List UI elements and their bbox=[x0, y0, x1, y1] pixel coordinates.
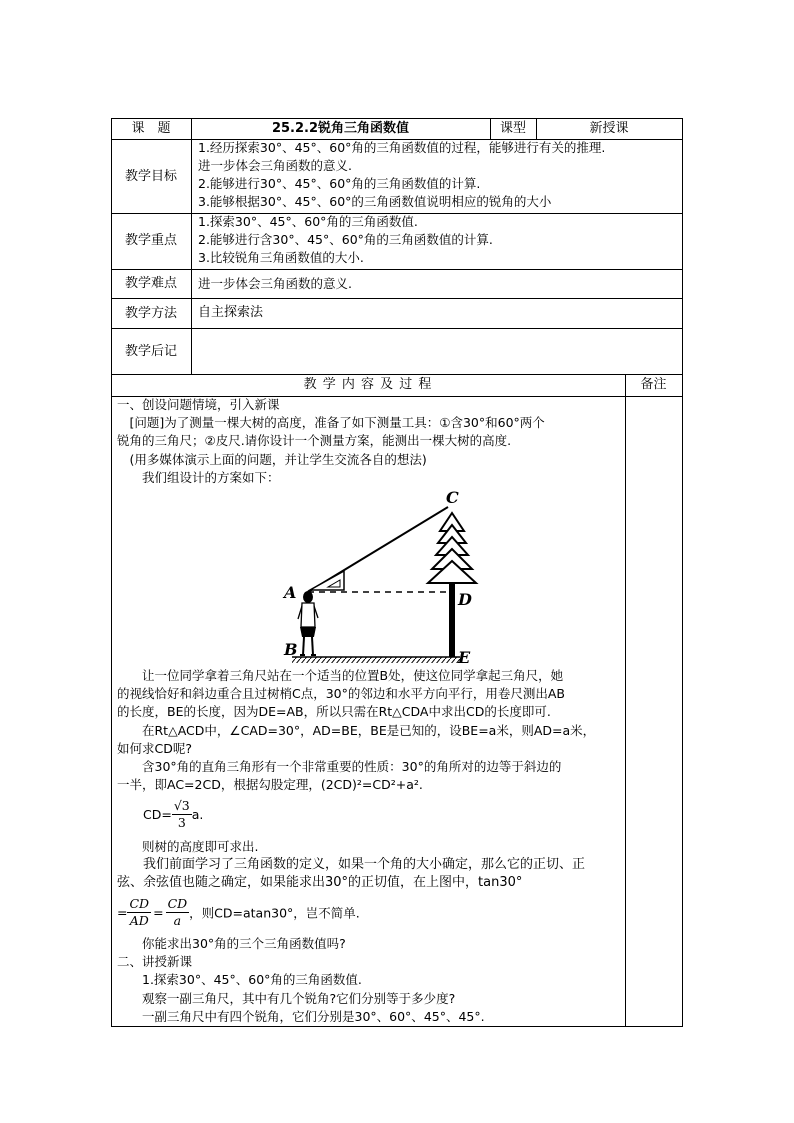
table-left-border bbox=[111, 118, 112, 1026]
topic-value: 25.2.2锐角三角函数值 bbox=[271, 121, 410, 136]
body-line: [问题]为了测量一棵大树的高度，准备了如下测量工具：①含30°和60°两个 bbox=[117, 415, 545, 431]
row-divider bbox=[111, 328, 683, 329]
body-line: 我们组设计的方案如下： bbox=[117, 469, 280, 485]
body-line: 的长度，BE的长度，因为DE=AB，所以只需在Rt△CDA中求出CD的长度即可. bbox=[117, 704, 551, 720]
type-label: 课型 bbox=[499, 121, 526, 136]
key-line: 2.能够进行含30°、45°、60°角的三角函数值的计算. bbox=[198, 232, 493, 247]
body-line: 观察一副三角尺，其中有几个锐角?它们分别等于多少度? bbox=[117, 990, 456, 1006]
cd-numerator: √3 bbox=[173, 798, 190, 813]
row-divider bbox=[111, 374, 683, 375]
tan-suffix: ，则CD=atan30°，岂不简单. bbox=[189, 905, 360, 921]
body-line: 弦、余弦值也随之确定，如果能求出30°的正切值，在上图中，tan30° bbox=[117, 875, 523, 891]
goal-line: 3.能够根据30°、45°、60°的三角函数值说明相应的锐角的大小 bbox=[198, 194, 552, 209]
body-line: 1.探索30°、45°、60°角的三角函数值. bbox=[117, 972, 362, 988]
key-line: 1.探索30°、45°、60°角的三角函数值. bbox=[198, 214, 418, 229]
student-figure bbox=[298, 591, 318, 655]
denominator: AD bbox=[129, 913, 149, 928]
explanation-section bbox=[117, 667, 622, 794]
tangent-section bbox=[117, 838, 622, 893]
topic-label: 课 题 bbox=[131, 121, 171, 136]
body-line: 二、讲授新课 bbox=[117, 954, 193, 970]
cd-prefix: CD= bbox=[143, 807, 172, 822]
table-right-border bbox=[682, 118, 683, 1026]
intro-section bbox=[117, 396, 622, 487]
body-line: 的视线恰好和斜边重合且过树梢C点，30°的邻边和水平方向平行，用卷尺测出AB bbox=[117, 686, 566, 702]
method-text: 自主探索法 bbox=[198, 305, 264, 320]
difficulty-label: 教学难点 bbox=[124, 276, 177, 291]
body-line: 让一位同学拿着三角尺站在一个适当的位置B处，使这位同学拿起三角尺，她 bbox=[117, 668, 564, 683]
note-header: 备注 bbox=[640, 377, 667, 392]
goal-line: 2.能够进行30°、45°、60°角的三角函数值的计算. bbox=[198, 176, 481, 191]
label-C: C bbox=[446, 488, 459, 507]
label-B: B bbox=[284, 640, 298, 659]
body-line: 一半，即AC=2CD，根据勾股定理，(2CD)²=CD²+a². bbox=[117, 777, 423, 793]
tree-trunk bbox=[449, 583, 455, 657]
numerator: CD bbox=[167, 896, 188, 911]
equals-sign: = bbox=[117, 905, 128, 920]
table-bottom-border bbox=[111, 1026, 683, 1027]
key-label: 教学重点 bbox=[124, 233, 177, 248]
cd-denominator: 3 bbox=[177, 815, 186, 830]
reflection-label: 教学后记 bbox=[124, 344, 177, 359]
cd-suffix: a. bbox=[191, 807, 204, 822]
cd-formula bbox=[143, 798, 203, 831]
body-line: 我们前面学习了三角函数的定义，如果一个角的大小确定，那么它的正切、正 bbox=[117, 857, 586, 873]
new-lesson-section bbox=[117, 935, 622, 1026]
cd-fraction bbox=[172, 798, 192, 831]
body-line: 如何求CD呢? bbox=[117, 740, 192, 756]
body-line: 你能求出30°角的三个三角函数值吗? bbox=[117, 936, 346, 951]
difficulty-text: 进一步体会三角函数的意义. bbox=[198, 276, 352, 291]
cd-over-a bbox=[166, 896, 190, 929]
body-line: 含30°角的直角三角形有一个非常重要的性质：30°的角所对的边等于斜边的 bbox=[117, 759, 562, 775]
type-value: 新授课 bbox=[589, 121, 629, 136]
content-title: 教 学 内 容 及 过 程 bbox=[303, 377, 433, 392]
body-line: (用多媒体演示上面的问题，并让学生交流各自的想法) bbox=[117, 451, 427, 467]
label-A: A bbox=[284, 583, 297, 602]
note-column-divider bbox=[625, 374, 626, 1026]
body-line: 在Rt△ACD中，∠CAD=30°，AD=BE，BE是已知的，设BE=a米，则AD=a米， bbox=[117, 722, 596, 738]
tree-crown bbox=[428, 513, 476, 583]
row-divider bbox=[111, 269, 683, 270]
method-label: 教学方法 bbox=[124, 306, 177, 321]
body-line: 一副三角尺中有四个锐角，它们分别是30°、60°、45°、45°. bbox=[117, 1008, 485, 1024]
equals-sign: = bbox=[153, 905, 164, 920]
label-E: E bbox=[458, 648, 471, 667]
ground-hatch bbox=[292, 657, 460, 663]
numerator: CD bbox=[129, 896, 150, 911]
denominator: a bbox=[173, 913, 182, 928]
body-line: 一、创设问题情境，引入新课 bbox=[117, 397, 280, 412]
tree-measurement-figure bbox=[270, 485, 490, 670]
table-top-border bbox=[111, 118, 683, 119]
key-line: 3.比较锐角三角函数值的大小. bbox=[198, 250, 364, 265]
goal-line: 进一步体会三角函数的意义. bbox=[198, 158, 352, 173]
cd-over-ad bbox=[127, 896, 151, 929]
row-divider bbox=[111, 298, 683, 299]
label-D: D bbox=[458, 590, 472, 609]
goal-line: 1.经历探索30°、45°、60°角的三角函数值的过程，能够进行有关的推理. bbox=[198, 140, 606, 155]
label-column-divider bbox=[191, 118, 192, 374]
body-line: 锐角的三角尺；②皮尺.请你设计一个测量方案，能测出一棵大树的高度. bbox=[117, 433, 512, 449]
goals-label: 教学目标 bbox=[124, 169, 177, 184]
tan-formula bbox=[117, 896, 360, 929]
body-line: 则树的高度即可求出. bbox=[117, 839, 259, 854]
